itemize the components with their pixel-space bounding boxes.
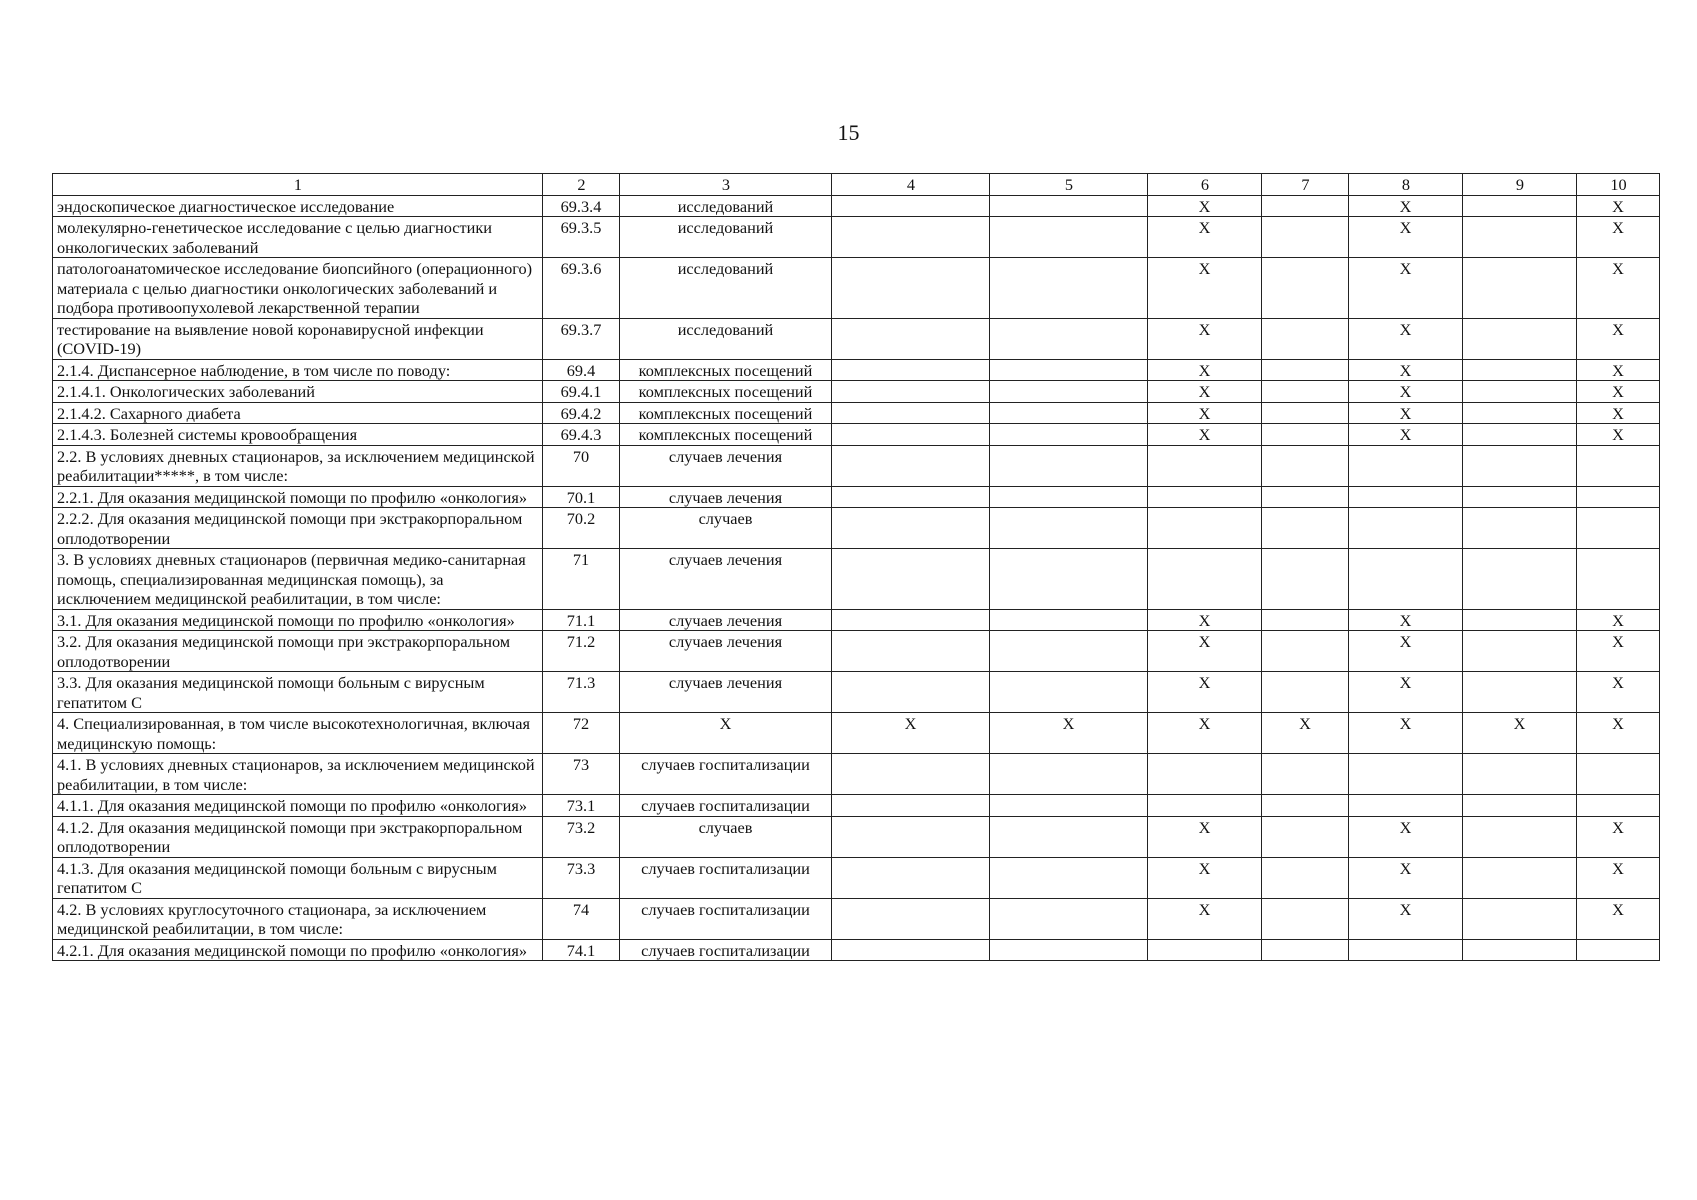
row-code-cell: 71.3 [543,672,620,713]
data-table [52,173,1660,961]
table-row [53,857,1660,898]
row-value-cell [990,609,1148,631]
row-value-cell: X [1577,631,1660,672]
row-code-cell: 73.3 [543,857,620,898]
header-cell: 9 [1463,174,1577,196]
row-unit-cell: случаев госпитализации [620,754,832,795]
row-value-cell: X [1148,359,1262,381]
row-value-cell: X [1262,713,1349,754]
row-value-cell [832,402,990,424]
row-value-cell [1262,424,1349,446]
row-unit-cell: комплексных посещений [620,381,832,403]
row-value-cell: X [1148,195,1262,217]
row-value-cell [990,939,1148,961]
row-value-cell [832,318,990,359]
row-value-cell [832,795,990,817]
row-value-cell: X [1577,359,1660,381]
row-value-cell [1463,195,1577,217]
row-value-cell: X [1577,424,1660,446]
row-value-cell: X [1463,713,1577,754]
row-value-cell [1463,816,1577,857]
row-unit-cell: исследований [620,258,832,319]
row-value-cell [1148,508,1262,549]
row-value-cell: X [832,713,990,754]
row-name-cell: 2.1.4.2. Сахарного диабета [53,402,543,424]
row-value-cell: X [1148,381,1262,403]
row-value-cell: X [1577,609,1660,631]
row-value-cell [990,898,1148,939]
row-value-cell [1463,609,1577,631]
row-value-cell [832,609,990,631]
row-value-cell [990,359,1148,381]
row-value-cell [1463,508,1577,549]
row-code-cell: 70.1 [543,486,620,508]
table-row [53,318,1660,359]
table-row [53,486,1660,508]
row-value-cell [1148,486,1262,508]
row-value-cell: X [1148,318,1262,359]
row-value-cell [1463,795,1577,817]
row-value-cell [990,795,1148,817]
row-value-cell [1463,631,1577,672]
table-row [53,424,1660,446]
row-code-cell: 73 [543,754,620,795]
row-value-cell: X [1349,318,1463,359]
row-value-cell [1262,898,1349,939]
row-code-cell: 69.4.1 [543,381,620,403]
row-value-cell [990,672,1148,713]
row-value-cell: X [1577,381,1660,403]
row-name-cell: патологоанатомическое исследование биопсийного (операционного) материала с целью диагностики онкологических заболеваний и подбора противоопухолевой лекарственной терапии [53,258,543,319]
row-unit-cell: комплексных посещений [620,424,832,446]
row-value-cell [1463,549,1577,610]
row-unit-cell: комплексных посещений [620,402,832,424]
table-row [53,609,1660,631]
row-name-cell: тестирование на выявление новой коронавирусной инфекции (COVID-19) [53,318,543,359]
row-value-cell [1262,402,1349,424]
row-unit-cell: случаев госпитализации [620,898,832,939]
row-value-cell: X [990,713,1148,754]
row-value-cell [990,754,1148,795]
row-value-cell [1577,754,1660,795]
row-name-cell: 4. Специализированная, в том числе высокотехнологичная, включая медицинскую помощь: [53,713,543,754]
row-value-cell [1262,672,1349,713]
row-unit-cell: случаев [620,508,832,549]
row-unit-cell: случаев лечения [620,486,832,508]
row-value-cell [1463,318,1577,359]
row-name-cell: 3.1. Для оказания медицинской помощи по профилю «онкология» [53,609,543,631]
row-code-cell: 69.4 [543,359,620,381]
row-value-cell [1148,549,1262,610]
header-cell: 3 [620,174,832,196]
row-name-cell: 2.1.4.3. Болезней системы кровообращения [53,424,543,446]
table-row [53,217,1660,258]
row-value-cell: X [1349,359,1463,381]
row-value-cell [1577,795,1660,817]
row-value-cell [1463,402,1577,424]
row-value-cell [1349,795,1463,817]
row-value-cell: X [1577,672,1660,713]
row-value-cell: X [1349,609,1463,631]
row-value-cell [990,816,1148,857]
table-row [53,381,1660,403]
row-code-cell: 73.1 [543,795,620,817]
row-name-cell: 2.1.4.1. Онкологических заболеваний [53,381,543,403]
row-unit-cell: случаев госпитализации [620,939,832,961]
row-value-cell [1148,754,1262,795]
table-row [53,402,1660,424]
table-header-row [53,174,1660,196]
row-value-cell: X [1349,195,1463,217]
row-value-cell: X [1148,816,1262,857]
row-value-cell [1463,898,1577,939]
row-value-cell [1463,445,1577,486]
row-value-cell: X [1148,424,1262,446]
row-value-cell [832,359,990,381]
row-value-cell [1463,359,1577,381]
table-row [53,359,1660,381]
row-unit-cell: исследований [620,318,832,359]
row-value-cell [832,486,990,508]
row-name-cell: 4.2.1. Для оказания медицинской помощи по профилю «онкология» [53,939,543,961]
row-value-cell: X [1349,672,1463,713]
row-unit-cell: случаев лечения [620,445,832,486]
table-row [53,672,1660,713]
row-name-cell: 3. В условиях дневных стационаров (первичная медико-санитарная помощь, специализированная медицинская помощь), за исключением медицинской реабилитации, в том числе: [53,549,543,610]
row-code-cell: 69.3.7 [543,318,620,359]
row-value-cell: X [1577,816,1660,857]
row-value-cell [1262,486,1349,508]
row-unit-cell: случаев лечения [620,631,832,672]
row-value-cell: X [1148,898,1262,939]
row-value-cell [1262,217,1349,258]
row-value-cell: X [1148,713,1262,754]
row-value-cell [990,402,1148,424]
row-value-cell: X [1577,857,1660,898]
row-value-cell: X [1148,217,1262,258]
header-cell: 10 [1577,174,1660,196]
table-row [53,195,1660,217]
row-name-cell: 2.1.4. Диспансерное наблюдение, в том числе по поводу: [53,359,543,381]
row-value-cell: X [1148,631,1262,672]
row-value-cell [1463,424,1577,446]
row-value-cell [990,217,1148,258]
row-value-cell [832,381,990,403]
row-value-cell: X [1577,217,1660,258]
row-value-cell [990,549,1148,610]
row-value-cell [1463,381,1577,403]
row-name-cell: 3.2. Для оказания медицинской помощи при экстракорпоральном оплодотворении [53,631,543,672]
row-value-cell [832,672,990,713]
table-row [53,258,1660,319]
row-value-cell [1577,445,1660,486]
row-value-cell [990,195,1148,217]
row-value-cell [832,549,990,610]
row-value-cell [990,381,1148,403]
row-value-cell [1262,816,1349,857]
row-value-cell [832,898,990,939]
table-row [53,549,1660,610]
row-value-cell [1463,857,1577,898]
row-value-cell [1148,445,1262,486]
row-value-cell [1463,672,1577,713]
row-value-cell: X [1349,898,1463,939]
row-name-cell: эндоскопическое диагностическое исследование [53,195,543,217]
table-row [53,754,1660,795]
header-cell: 1 [53,174,543,196]
row-value-cell: X [1577,898,1660,939]
row-value-cell [1577,486,1660,508]
row-code-cell: 71.1 [543,609,620,631]
header-cell: 5 [990,174,1148,196]
row-value-cell [1349,939,1463,961]
row-name-cell: молекулярно-генетическое исследование с целью диагностики онкологических заболеваний [53,217,543,258]
row-value-cell [1577,939,1660,961]
row-code-cell: 69.3.4 [543,195,620,217]
row-code-cell: 69.3.6 [543,258,620,319]
row-value-cell [1262,195,1349,217]
row-value-cell [990,445,1148,486]
row-value-cell [990,258,1148,319]
row-value-cell [1349,549,1463,610]
row-value-cell [1463,939,1577,961]
row-code-cell: 71.2 [543,631,620,672]
row-value-cell: X [1148,258,1262,319]
row-code-cell: 74.1 [543,939,620,961]
row-value-cell: X [1148,402,1262,424]
header-cell: 8 [1349,174,1463,196]
row-code-cell: 74 [543,898,620,939]
row-value-cell [1262,508,1349,549]
row-value-cell [1349,486,1463,508]
row-value-cell: X [1148,672,1262,713]
row-code-cell: 73.2 [543,816,620,857]
row-value-cell [990,486,1148,508]
row-value-cell [1262,258,1349,319]
row-value-cell [832,424,990,446]
row-value-cell [1262,939,1349,961]
row-value-cell: X [1349,857,1463,898]
row-name-cell: 2.2.2. Для оказания медицинской помощи при экстракорпоральном оплодотворении [53,508,543,549]
row-value-cell [1349,508,1463,549]
row-value-cell [832,195,990,217]
row-name-cell: 4.2. В условиях круглосуточного стационара, за исключением медицинской реабилитации, в том числе: [53,898,543,939]
row-value-cell: X [1349,402,1463,424]
row-value-cell [990,318,1148,359]
row-value-cell [1463,754,1577,795]
row-value-cell: X [1148,609,1262,631]
table-row [53,898,1660,939]
row-value-cell [832,857,990,898]
row-unit-cell: случаев лечения [620,609,832,631]
row-unit-cell: комплексных посещений [620,359,832,381]
row-value-cell [832,939,990,961]
row-value-cell [832,508,990,549]
row-value-cell: X [1349,631,1463,672]
row-code-cell: 69.3.5 [543,217,620,258]
row-value-cell: X [1349,217,1463,258]
row-value-cell: X [1349,381,1463,403]
row-value-cell: X [1577,713,1660,754]
table-row [53,713,1660,754]
row-value-cell [990,424,1148,446]
row-value-cell: X [1349,713,1463,754]
row-unit-cell: исследований [620,195,832,217]
row-unit-cell: исследований [620,217,832,258]
row-code-cell: 70.2 [543,508,620,549]
row-value-cell [1577,508,1660,549]
row-name-cell: 4.1.3. Для оказания медицинской помощи больным с вирусным гепатитом С [53,857,543,898]
table-row [53,816,1660,857]
row-code-cell: 71 [543,549,620,610]
row-name-cell: 2.2.1. Для оказания медицинской помощи по профилю «онкология» [53,486,543,508]
row-unit-cell: случаев лечения [620,549,832,610]
row-value-cell [832,217,990,258]
row-value-cell [1349,445,1463,486]
row-value-cell [1262,857,1349,898]
header-cell: 2 [543,174,620,196]
row-name-cell: 3.3. Для оказания медицинской помощи больным с вирусным гепатитом С [53,672,543,713]
row-name-cell: 4.1. В условиях дневных стационаров, за исключением медицинской реабилитации, в том числе: [53,754,543,795]
table-row [53,795,1660,817]
row-value-cell: X [1577,258,1660,319]
row-value-cell [990,857,1148,898]
row-value-cell [1262,359,1349,381]
row-value-cell [1262,754,1349,795]
row-unit-cell: X [620,713,832,754]
row-value-cell [1262,795,1349,817]
table-row [53,445,1660,486]
row-value-cell: X [1349,258,1463,319]
row-unit-cell: случаев госпитализации [620,857,832,898]
row-value-cell [832,445,990,486]
row-value-cell [1262,381,1349,403]
row-value-cell: X [1148,857,1262,898]
row-value-cell [1148,939,1262,961]
row-value-cell [1262,318,1349,359]
table-row [53,508,1660,549]
row-value-cell [832,258,990,319]
row-value-cell: X [1577,195,1660,217]
row-name-cell: 4.1.2. Для оказания медицинской помощи при экстракорпоральном оплодотворении [53,816,543,857]
row-value-cell [1148,795,1262,817]
row-value-cell [990,508,1148,549]
row-value-cell [1463,217,1577,258]
row-value-cell [1262,445,1349,486]
row-name-cell: 4.1.1. Для оказания медицинской помощи по профилю «онкология» [53,795,543,817]
row-unit-cell: случаев [620,816,832,857]
table-row [53,631,1660,672]
table-row [53,939,1660,961]
row-unit-cell: случаев лечения [620,672,832,713]
header-cell: 7 [1262,174,1349,196]
row-value-cell [1262,549,1349,610]
row-code-cell: 70 [543,445,620,486]
row-code-cell: 69.4.3 [543,424,620,446]
row-code-cell: 69.4.2 [543,402,620,424]
row-value-cell [1262,609,1349,631]
row-value-cell [832,631,990,672]
row-name-cell: 2.2. В условиях дневных стационаров, за исключением медицинской реабилитации*****, в том числе: [53,445,543,486]
row-value-cell [1577,549,1660,610]
header-cell: 4 [832,174,990,196]
row-value-cell [1349,754,1463,795]
row-unit-cell: случаев госпитализации [620,795,832,817]
row-value-cell: X [1577,318,1660,359]
row-value-cell [832,754,990,795]
row-value-cell [1463,258,1577,319]
row-value-cell [990,631,1148,672]
row-value-cell [1262,631,1349,672]
row-value-cell [1463,486,1577,508]
row-value-cell: X [1349,424,1463,446]
page-number: 15 [837,120,860,145]
row-value-cell [832,816,990,857]
row-value-cell: X [1349,816,1463,857]
row-code-cell: 72 [543,713,620,754]
row-value-cell: X [1577,402,1660,424]
header-cell: 6 [1148,174,1262,196]
